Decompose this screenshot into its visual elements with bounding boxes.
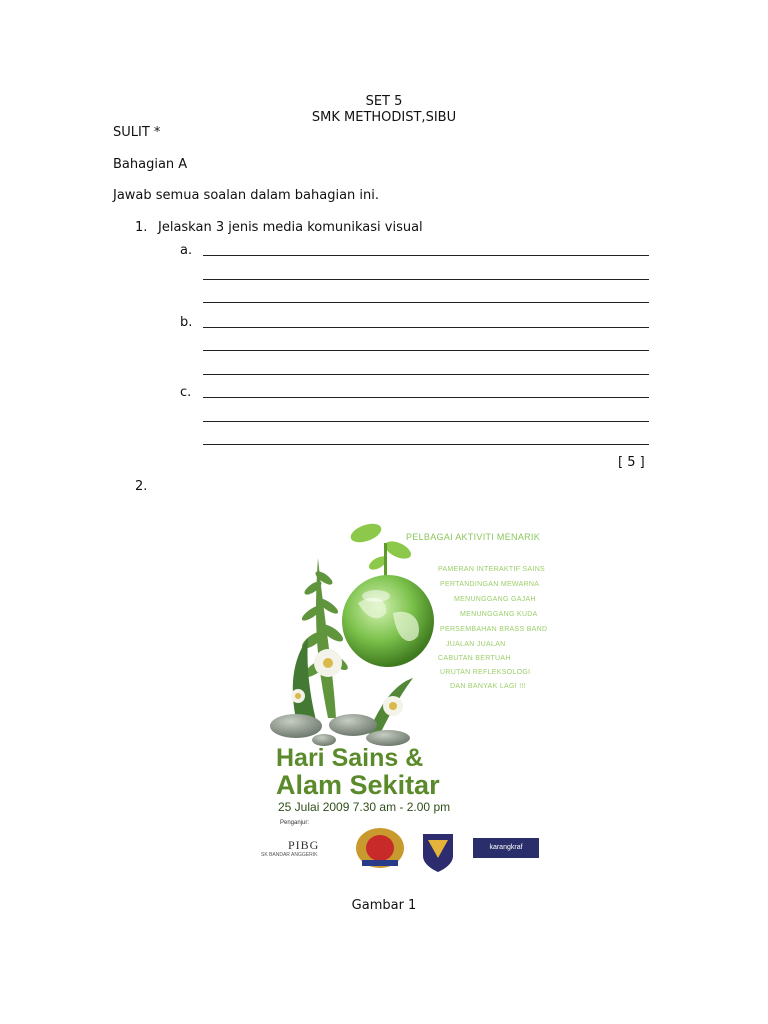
sulit-label: SULIT * bbox=[113, 125, 161, 140]
answer-line bbox=[203, 374, 649, 375]
part-c-label: c. bbox=[180, 385, 192, 400]
poster-image bbox=[258, 518, 554, 874]
activity-item: PAMERAN INTERAKTIF SAINS bbox=[438, 566, 546, 573]
marks-label: [ 5 ] bbox=[618, 455, 645, 470]
activity-item: URUTAN REFLEKSOLOGI bbox=[440, 669, 531, 676]
part-b-label: b. bbox=[180, 315, 193, 330]
question-2-number: 2. bbox=[135, 479, 148, 494]
school-crest-logo bbox=[356, 828, 404, 868]
poster-heading: PELBAGAI AKTIVITI MENARIK bbox=[406, 532, 541, 542]
pibg-logo-text: PIBG bbox=[288, 838, 320, 852]
poster-title-line2: Alam Sekitar bbox=[276, 770, 440, 800]
activity-item: MENUNGGANG KUDA bbox=[460, 611, 538, 618]
activity-item: PERTANDINGAN MEWARNA bbox=[440, 581, 540, 588]
school-name: SMK METHODIST,SIBU bbox=[311, 110, 457, 125]
question-1-text: Jelaskan 3 jenis media komunikasi visual bbox=[158, 220, 423, 235]
shield-logo bbox=[423, 834, 453, 872]
part-a-label: a. bbox=[180, 243, 193, 258]
activity-item: PERSEMBAHAN BRASS BAND bbox=[440, 626, 548, 633]
question-1-number: 1. bbox=[135, 220, 148, 235]
karangkraf-logo: karangkraf bbox=[473, 838, 539, 858]
activity-item: JUALAN JUALAN bbox=[446, 641, 506, 648]
poster-title-line1: Hari Sains & bbox=[276, 744, 424, 772]
activity-item: CABUTAN BERTUAH bbox=[438, 655, 511, 662]
answer-line bbox=[203, 421, 649, 422]
answer-line bbox=[203, 255, 649, 256]
activity-item: DAN BANYAK LAGI !!! bbox=[450, 683, 526, 690]
answer-line bbox=[203, 327, 649, 328]
organizer-label: Penganjur: bbox=[280, 820, 310, 826]
answer-line bbox=[203, 444, 649, 445]
poster-date-time: 25 Julai 2009 7.30 am - 2.00 pm bbox=[278, 800, 451, 814]
section-title: Bahagian A bbox=[113, 157, 188, 172]
answer-line bbox=[203, 397, 649, 398]
set-title: SET 5 bbox=[365, 94, 403, 109]
answer-line bbox=[203, 302, 649, 303]
answer-line bbox=[203, 279, 649, 280]
instruction-text: Jawab semua soalan dalam bahagian ini. bbox=[113, 188, 380, 203]
pibg-subtitle: SK BANDAR ANGGERIK bbox=[261, 852, 318, 858]
activity-item: MENUNGGANG GAJAH bbox=[454, 596, 536, 603]
answer-line bbox=[203, 350, 649, 351]
figure-caption: Gambar 1 bbox=[351, 898, 417, 913]
